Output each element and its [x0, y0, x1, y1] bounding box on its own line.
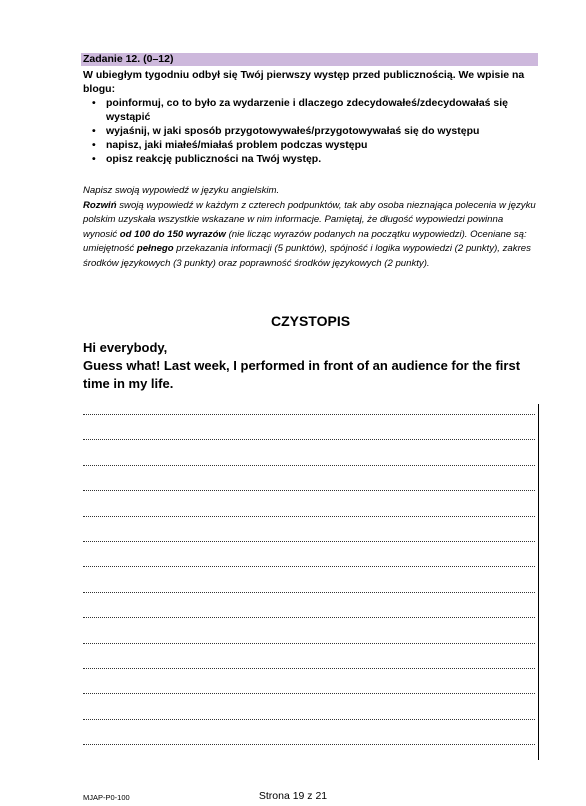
letter-opening	[83, 339, 538, 393]
instructions-part2: (nie licząc wyrazów podanych na początku wypowiedzi). Oceniane są: umiejętność	[83, 228, 527, 255]
footer-code: MJAP-P0-100	[83, 793, 130, 802]
answer-line[interactable]	[83, 744, 535, 745]
answer-line[interactable]	[83, 668, 535, 669]
bullet-text: opisz reakcję publiczności na Twój występ.	[106, 153, 322, 165]
instructions-line1: Napisz swoją wypowiedź w języku angielskim.	[83, 185, 280, 196]
answer-line[interactable]	[83, 414, 535, 415]
answer-line[interactable]	[83, 643, 535, 644]
instructions-part3: przekazania informacji (5 punktów), spójność i logika wypowiedzi (2 punkty), zakres środków językowych (3 punkty) oraz poprawność środków językowych (2 punkty).	[83, 243, 531, 269]
bullet-icon: •	[92, 139, 96, 151]
answer-line[interactable]	[83, 516, 535, 517]
clean-copy-heading: CZYSTOPIS	[270, 313, 351, 329]
bullet-text: wyjaśnij, w jaki sposób przygotowywałeś/przygotowywałaś się do występu	[106, 125, 480, 137]
instructions-pelnego: pełnego	[136, 243, 174, 255]
answer-line[interactable]	[83, 465, 535, 466]
bullet-text: poinformuj, co to było za wydarzenie i dlaczego zdecydowałeś/zdecydowałaś się wystąpić	[106, 97, 509, 123]
task-bullet	[92, 152, 538, 166]
answer-line[interactable]	[83, 439, 535, 440]
bullet-text: napisz, jaki miałeś/miałaś problem podczas występu	[106, 139, 368, 151]
task-bullet	[92, 124, 538, 138]
answer-line[interactable]	[83, 617, 535, 618]
instructions-body	[83, 199, 538, 272]
answer-line[interactable]	[83, 693, 535, 694]
task-intro: W ubiegłym tygodniu odbył się Twój pierwszy występ przed publicznością. We wpisie na blogu:	[83, 69, 525, 95]
answer-line[interactable]	[83, 541, 535, 542]
instructions-rozwin: Rozwiń	[83, 199, 117, 211]
answer-line[interactable]	[83, 566, 535, 567]
instructions-part1: swoją wypowiedź w każdym z czterech podpunktów, tak aby osoba nieznająca polecenia w języku polskim uzyskała wszystkie wskazane w nim informacje. Pamiętaj, że długość wypowiedzi powinna wynosić	[83, 199, 536, 240]
answer-line[interactable]	[83, 719, 535, 720]
margin-line	[538, 404, 539, 760]
task-bullets	[92, 96, 538, 166]
answer-line[interactable]	[83, 490, 535, 491]
task-bullet	[92, 96, 538, 124]
letter-greeting: Hi everybody,	[83, 340, 168, 355]
bullet-icon: •	[92, 125, 96, 137]
instructions	[83, 184, 538, 272]
letter-first-sentence: Guess what! Last week, I performed in front of an audience for the first time in my life.	[83, 358, 521, 391]
bullet-icon: •	[92, 97, 96, 109]
task-header: Zadanie 12. (0–12)	[81, 53, 538, 66]
bullet-icon: •	[92, 153, 96, 165]
answer-line[interactable]	[83, 592, 535, 593]
task-bullet	[92, 138, 538, 152]
footer-page-number: Strona 19 z 21	[258, 790, 328, 802]
instructions-length: od 100 do 150 wyrazów	[119, 228, 226, 240]
